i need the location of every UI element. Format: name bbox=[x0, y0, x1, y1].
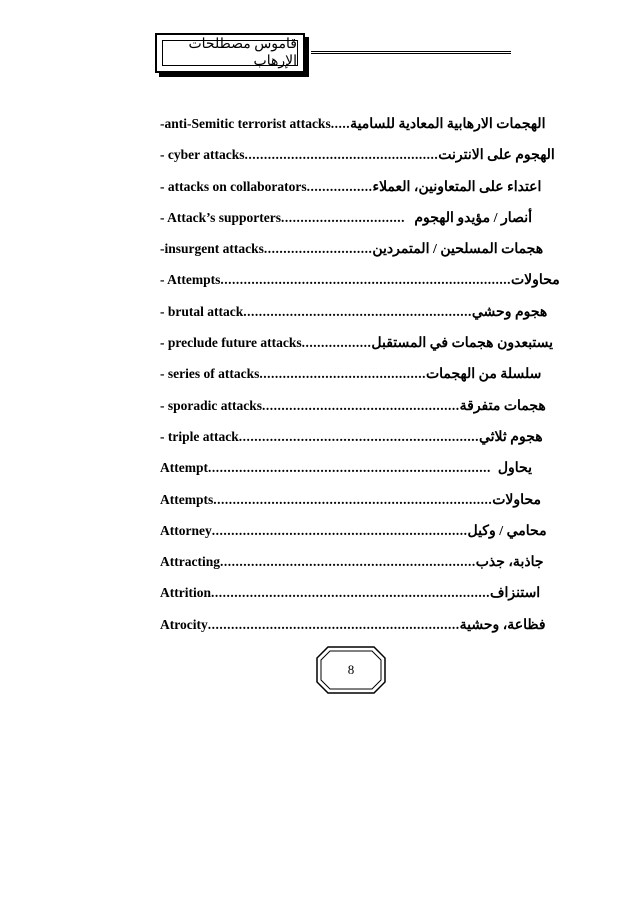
entry-leader: .............................................................. bbox=[238, 428, 479, 444]
entry-term-en: Attorney bbox=[160, 522, 212, 538]
glossary-entry bbox=[160, 116, 546, 147]
header-rule bbox=[311, 51, 511, 54]
entry-term-ar: هجوم ثلاثي bbox=[478, 429, 543, 445]
entry-term-ar: الهجمات الارهابية المعادية للسامية bbox=[350, 117, 546, 132]
entry-term-ar: سلسلة من الهجمات bbox=[425, 367, 542, 383]
entry-term-en: Attracting bbox=[160, 554, 220, 570]
entry-term-en: - series of attacks bbox=[160, 366, 260, 382]
entry-leader: ......................................................................... bbox=[207, 460, 491, 476]
entry-term-en: Atrocity bbox=[160, 616, 208, 632]
entry-leader: .................................................. bbox=[244, 147, 439, 163]
entry-leader: ............................ bbox=[263, 241, 373, 257]
glossary-entry bbox=[160, 491, 541, 523]
glossary-entry bbox=[160, 460, 532, 491]
glossary-entry bbox=[160, 178, 542, 210]
entry-leader: .................. bbox=[301, 335, 372, 351]
page-number-badge bbox=[316, 646, 386, 694]
entry-leader: ................................................... bbox=[262, 397, 460, 413]
entry-term-en: - sporadic attacks bbox=[160, 397, 262, 413]
entry-term-ar: محاولات bbox=[511, 273, 560, 289]
glossary-entry bbox=[160, 554, 544, 585]
glossary-entry bbox=[160, 147, 555, 178]
entry-term-en: - Attack’s supporters bbox=[160, 209, 281, 225]
entry-term-en: - brutal attack bbox=[160, 303, 244, 319]
glossary-entry bbox=[160, 272, 560, 303]
entry-leader: .................................................................. bbox=[211, 522, 468, 538]
entry-term-ar: فظاعة، وحشية bbox=[459, 617, 546, 633]
entry-leader: ........................................................... bbox=[243, 303, 472, 319]
glossary-entry bbox=[160, 428, 543, 460]
glossary-entry bbox=[160, 366, 542, 397]
entry-term-ar: جاذبة، جذب bbox=[475, 555, 544, 571]
entry-term-ar: الهجوم على الانترنت bbox=[438, 148, 555, 164]
entry-term-en: Attempts bbox=[160, 491, 214, 507]
entry-leader: ..... bbox=[330, 116, 351, 131]
entry-term-en: -insurgent attacks bbox=[160, 241, 264, 257]
entry-term-en: - Attempts bbox=[160, 272, 221, 288]
entry-leader: ........................................................................ bbox=[211, 585, 490, 601]
entry-leader: .................................................................. bbox=[219, 554, 476, 570]
entry-term-en: Attrition bbox=[160, 585, 211, 601]
header-box bbox=[155, 33, 305, 73]
entry-term-en: - triple attack bbox=[160, 428, 239, 444]
entry-term-ar: يحاول bbox=[497, 461, 532, 477]
glossary-entry bbox=[160, 585, 541, 616]
entry-leader: ........................................... bbox=[259, 366, 426, 382]
entry-leader: ................................................................. bbox=[207, 616, 460, 632]
glossary-entry bbox=[160, 522, 547, 554]
page-number: 8 bbox=[347, 662, 355, 677]
glossary-entry bbox=[160, 241, 544, 272]
glossary-entry bbox=[160, 397, 546, 429]
entry-term-en: Attempt bbox=[160, 460, 208, 476]
entry-leader: ........................................................................... bbox=[220, 272, 511, 288]
entry-term-en: - attacks on collaborators bbox=[160, 178, 307, 194]
glossary-entry bbox=[160, 335, 554, 366]
entry-term-en: - cyber attacks bbox=[160, 147, 245, 163]
entry-leader: ........................................................................ bbox=[213, 491, 493, 507]
entry-term-ar: اعتداء على المتعاونين، العملاء bbox=[372, 179, 542, 195]
entry-term-ar: يستبعدون هجمات في المستقبل bbox=[371, 336, 554, 352]
entry-term-en: -anti-Semitic terrorist attacks bbox=[160, 116, 331, 131]
header-title: قاموس مصطلحات الإرهاب bbox=[162, 40, 298, 66]
entry-term-ar: استنزاف bbox=[490, 586, 541, 602]
glossary-entry bbox=[160, 210, 532, 241]
glossary-entry bbox=[160, 616, 546, 648]
entry-term-ar: هجوم وحشي bbox=[471, 304, 548, 320]
entry-term-ar: هجمات متفرقة bbox=[459, 398, 546, 414]
entry-term-ar: محاولات bbox=[492, 492, 541, 508]
entry-term-ar: هجمات المسلحين / المتمردين bbox=[372, 242, 544, 258]
entry-term-ar: أنصار / مؤيدو الهجوم bbox=[414, 210, 532, 226]
entry-leader: ................. bbox=[306, 178, 373, 194]
glossary-entry bbox=[160, 303, 548, 335]
entry-term-ar: محامي / وكيل bbox=[467, 523, 547, 539]
entry-term-en: - preclude future attacks bbox=[160, 335, 302, 351]
glossary-list bbox=[160, 116, 560, 648]
entry-leader: ................................ bbox=[281, 209, 405, 225]
